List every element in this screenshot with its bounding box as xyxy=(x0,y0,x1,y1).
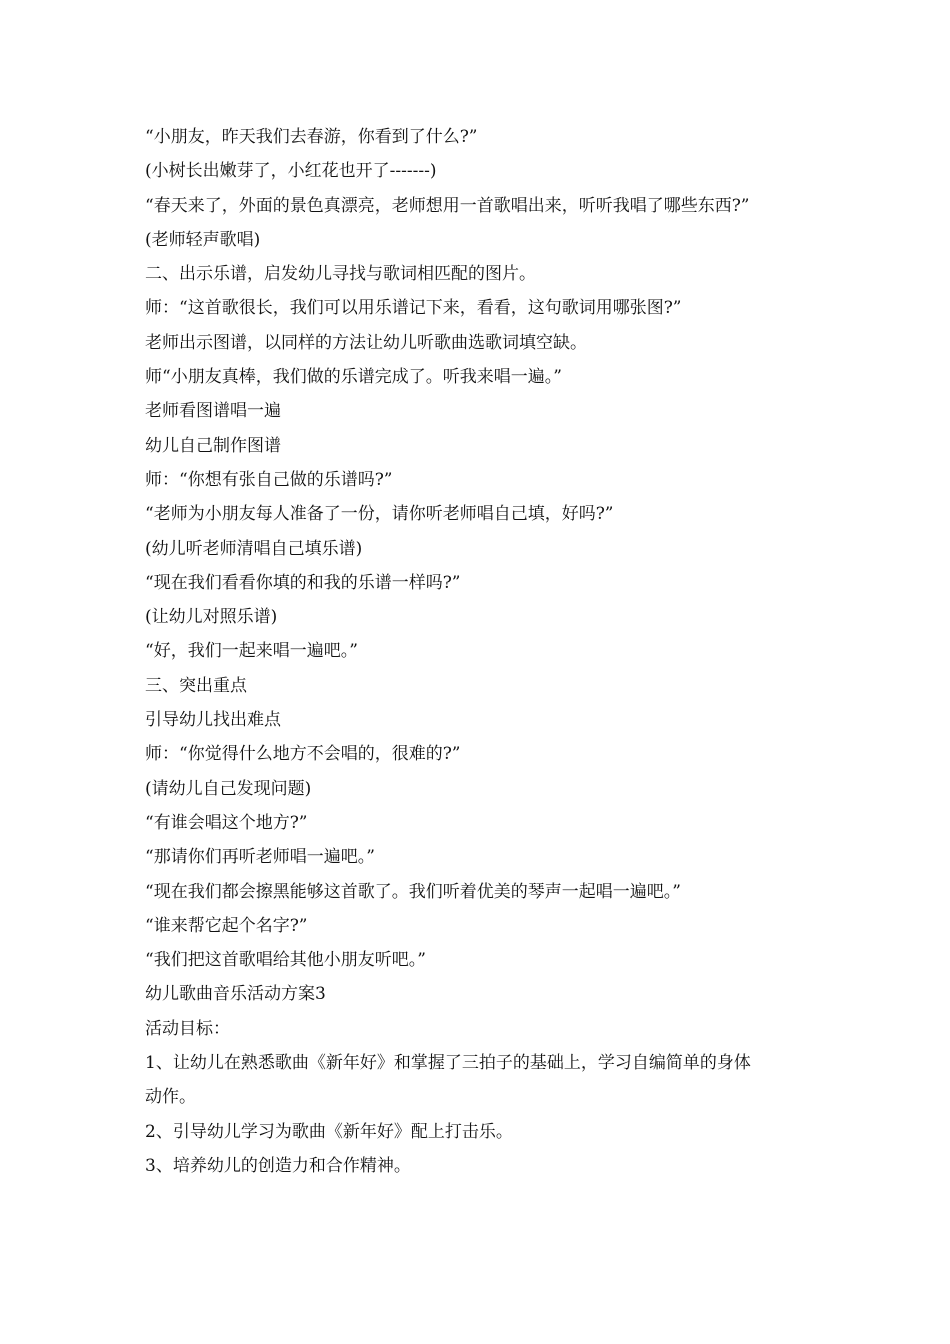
text-line: (小树长出嫩芽了，小红花也开了-------) xyxy=(145,161,437,182)
text-line: 师：“你觉得什么地方不会唱的，很难的?” xyxy=(145,744,461,765)
text-line: “现在我们都会擦黑能够这首歌了。我们听着优美的琴声一起唱一遍吧。” xyxy=(145,881,681,902)
text-line: “现在我们看看你填的和我的乐谱一样吗?” xyxy=(145,572,461,593)
text-line: 师“小朋友真棒，我们做的乐谱完成了。听我来唱一遍。” xyxy=(145,367,562,388)
text-line: 老师看图谱唱一遍 xyxy=(145,401,281,422)
text-line: “小朋友，昨天我们去春游，你看到了什么?” xyxy=(145,127,478,147)
list-item: 3、培养幼儿的创造力和合作精神。 xyxy=(145,1155,411,1176)
text-line: (让幼儿对照乐谱) xyxy=(145,607,278,628)
text-line: “老师为小朋友每人准备了一份，请你听老师唱自己填，好吗?” xyxy=(145,504,614,525)
text-line: (幼儿听老师清唱自己填乐谱) xyxy=(145,538,363,559)
list-item: 1、让幼儿在熟悉歌曲《新年好》和掌握了三拍子的基础上，学习自编简单的身体 xyxy=(145,1053,751,1074)
list-item-continuation: 动作。 xyxy=(145,1087,196,1108)
text-line: (请幼儿自己发现问题) xyxy=(145,778,312,799)
text-line: “春天来了，外面的景色真漂亮，老师想用一首歌唱出来，听听我唱了哪些东西?” xyxy=(145,195,750,216)
text-line: 活动目标： xyxy=(145,1018,230,1039)
section-heading: 二、出示乐谱，启发幼儿寻找与歌词相匹配的图片。 xyxy=(145,264,536,285)
text-line: 师：“你想有张自己做的乐谱吗?” xyxy=(145,469,393,490)
list-item: 2、引导幼儿学习为歌曲《新年好》配上打击乐。 xyxy=(145,1121,513,1142)
text-line: “谁来帮它起个名字?” xyxy=(145,915,308,936)
plan-title: 幼儿歌曲音乐活动方案3 xyxy=(145,984,326,1005)
text-line: “我们把这首歌唱给其他小朋友听吧。” xyxy=(145,950,426,971)
text-line: “好，我们一起来唱一遍吧。” xyxy=(145,641,358,662)
text-line: “有谁会唱这个地方?” xyxy=(145,812,308,833)
text-line: “那请你们再听老师唱一遍吧。” xyxy=(145,847,375,868)
text-line: 引导幼儿找出难点 xyxy=(145,710,281,731)
text-line: 师：“这首歌很长，我们可以用乐谱记下来，看看，这句歌词用哪张图?” xyxy=(145,298,682,319)
text-line: (老师轻声歌唱) xyxy=(145,229,261,250)
document-body xyxy=(145,120,810,1183)
text-line: 幼儿自己制作图谱 xyxy=(145,435,281,456)
text-line: 老师出示图谱，以同样的方法让幼儿听歌曲选歌词填空缺。 xyxy=(145,332,587,353)
section-heading: 三、突出重点 xyxy=(145,675,247,696)
